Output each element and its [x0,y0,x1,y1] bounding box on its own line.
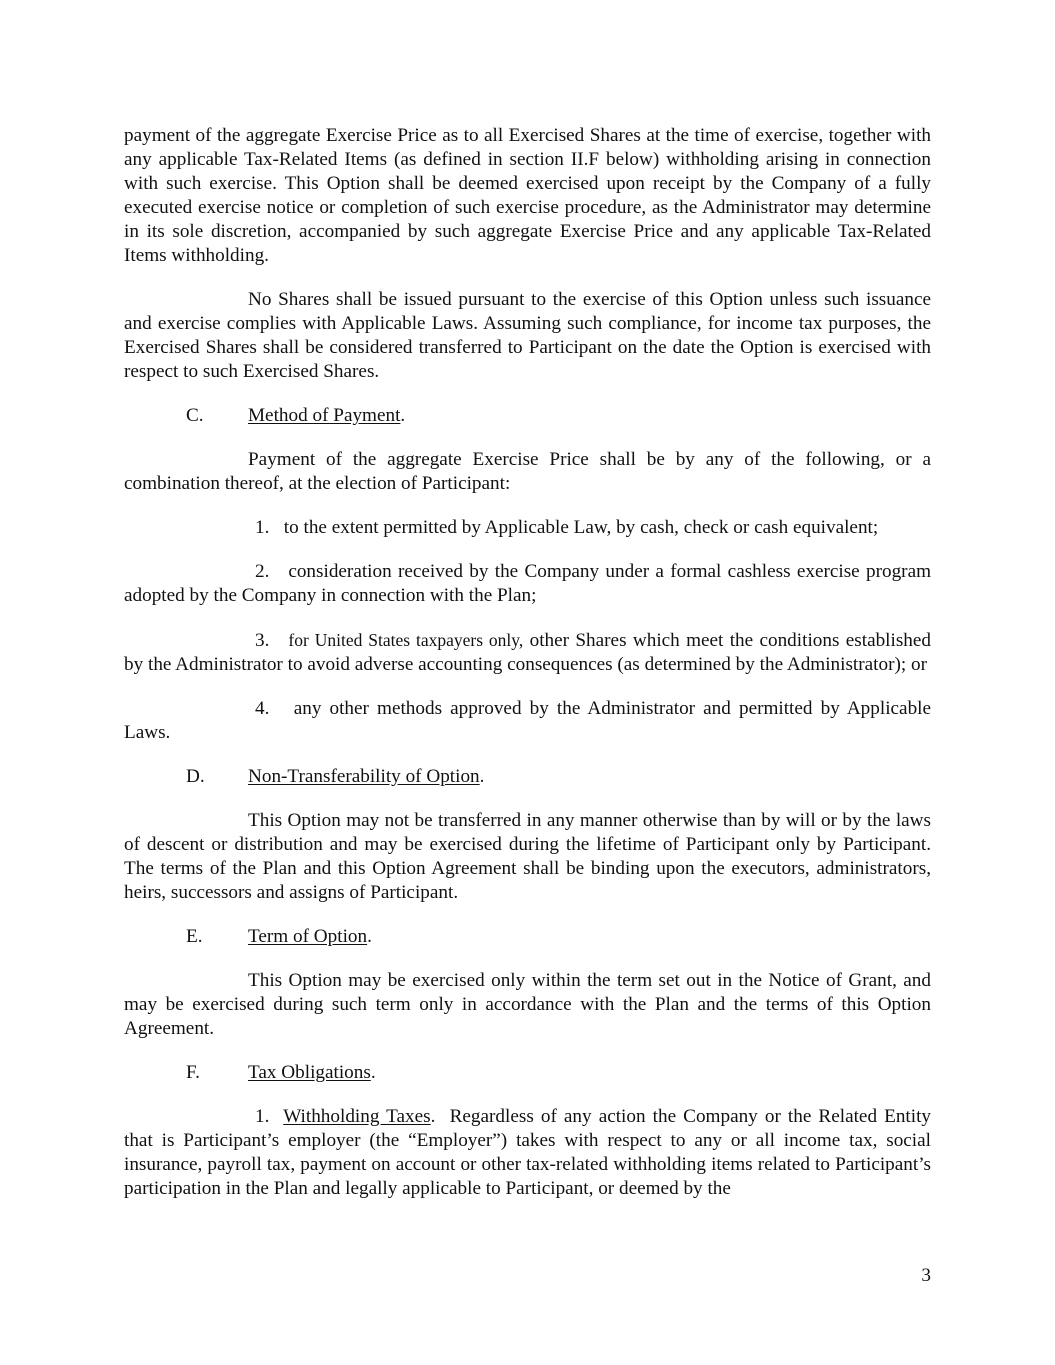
section-letter: D. [186,766,205,787]
item-number: 1. [255,1106,270,1127]
section-e-body: This Option may be exercised only within the term set out in the Notice of Grant, and may be exercised during such term only in accordance with the Plan and the terms of this Option Agreement. [124,970,931,1039]
payment-item-3 [124,628,931,677]
item-number: 2. [255,561,270,582]
section-letter: C. [186,405,204,426]
section-c-heading: C. Method of Payment . [124,404,931,428]
section-d-body: This Option may not be transferred in any manner otherwise than by will or by the laws of descent or distribution and may be exercised during the lifetime of Participant only by Participant. The terms of the Plan and this Option Agreement shall be binding upon the executors, administrators, heirs, successors and assigns of Participant. [124,810,931,903]
subsection-body: Regardless of any action the Company or the Related Entity that is Participant’s employer (the “Employer”) takes with respect to any or all income tax, social insurance, payroll tax, payment on account or other tax-related withholding items related to Participant’s participation in the Plan and legally applicable to Participant, or deemed by the [124,1106,932,1199]
section-title: Non-Transferability of Option [248,766,480,787]
section-d-heading: D. Non-Transferability of Option . [124,765,931,789]
section-title: Term of Option [248,926,368,947]
section-letter: F. [186,1062,200,1083]
section-title: Method of Payment [248,405,401,426]
item-number: 4. [255,698,270,719]
item-number: 1. [255,517,270,538]
item-text: to the extent permitted by Applicable Law, by cash, check or cash equivalent; [283,517,879,538]
section-e-heading: E. Term of Option . [124,925,931,949]
item-text: other Shares which meet the conditions established by the Administrator to avoid adverse accounting consequences (as determined by the Administrator); or [124,630,932,675]
payment-item-2 [124,560,931,608]
section-f-heading: F. Tax Obligations . [124,1061,931,1085]
item-text: consideration received by the Company under a formal cashless exercise program adopted by the Company in connection with the Plan; [124,561,932,606]
item-text-small: for United States taxpayers only, [288,630,524,650]
section-c-intro: Payment of the aggregate Exercise Price shall be by any of the following, or a combination thereof, at the election of Participant: [124,449,931,494]
paragraph-no-shares: No Shares shall be issued pursuant to the exercise of this Option unless such issuance and exercise complies with Applicable Laws. Assuming such compliance, for income tax purposes, the Exercised Shares shall be considered transferred to Participant on the date the Option is exercised with respect to such Exercised Shares. [124,289,931,382]
subsection-title: Withholding Taxes [283,1106,431,1127]
item-text: any other methods approved by the Administrator and permitted by Applicable Laws. [124,698,932,743]
payment-item-4 [124,697,931,745]
page-number: 3 [921,1265,931,1286]
payment-item-1 [124,516,931,540]
paragraph-exercise: payment of the aggregate Exercise Price as to all Exercised Shares at the time of exercise, together with any applicable Tax-Related Items (as defined in section II.F below) withholding arising in connection with such exercise. This Option shall be deemed exercised upon receipt by the Company of a fully executed exercise notice or completion of such exercise procedure, as the Administrator may determine in its sole discretion, accompanied by such aggregate Exercise Price and any applicable Tax-Related Items withholding. [124,125,931,266]
section-letter: E. [186,926,203,947]
item-number: 3. [255,630,270,651]
document-page [124,124,931,1221]
section-f-withholding: 1. Withholding Taxes. Regardless of any action the Company or the Related Entity that is Participant’s employer (the “Employer”) takes with respect to any or all income tax, social insurance, payroll tax, payment on account or other tax-related withholding items related to Participant’s participation in the Plan and legally applicable to Participant, or deemed by the [124,1106,932,1199]
section-title: Tax Obligations [248,1062,371,1083]
